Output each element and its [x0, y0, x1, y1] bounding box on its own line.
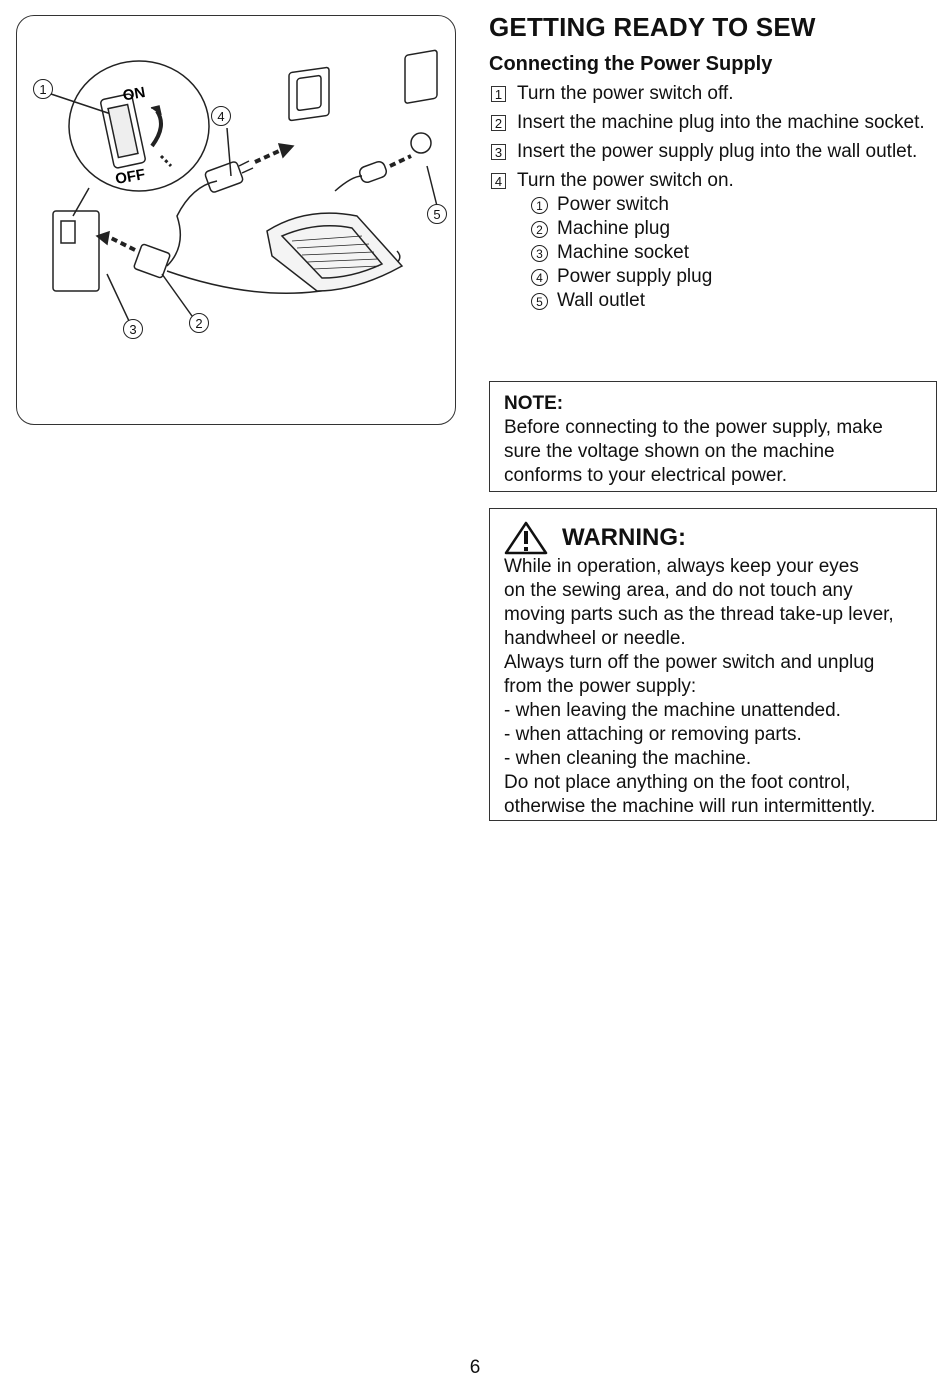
figure-label-5: 5 [427, 204, 447, 224]
legend-item [531, 265, 939, 289]
step-text: Turn the power switch off. [517, 83, 734, 104]
legend-item [531, 241, 939, 265]
warning-header [504, 521, 922, 555]
legend-number: 3 [531, 245, 548, 262]
power-connection-illustration [17, 16, 457, 426]
step-item [489, 169, 939, 193]
leader-line-5 [427, 166, 437, 206]
machine-side-panel [53, 211, 99, 291]
legend-item [531, 193, 939, 217]
parts-legend [489, 193, 939, 313]
wall-outlet-us-drawing [289, 67, 329, 121]
page-title: GETTING READY TO SEW [489, 12, 816, 42]
warning-line: otherwise the machine will run intermittently. [504, 796, 876, 817]
foot-control-drawing [267, 213, 402, 291]
figure-label-1: 1 [33, 79, 53, 99]
warning-line: from the power supply: [504, 676, 697, 697]
warning-line: - when cleaning the machine. [504, 748, 752, 769]
warning-line: - when leaving the machine unattended. [504, 700, 841, 721]
machine-socket-drawing [61, 221, 75, 243]
illustration-frame [16, 15, 456, 425]
legend-text: Power switch [557, 194, 669, 215]
legend-text: Power supply plug [557, 266, 713, 287]
warning-title: WARNING: [562, 524, 686, 551]
note-title: NOTE: [504, 393, 564, 414]
eu-plug-drawing [358, 160, 388, 184]
warning-line: Do not place anything on the foot control, [504, 772, 851, 793]
step-item [489, 111, 939, 135]
legend-text: Wall outlet [557, 290, 645, 311]
leader-line-4 [227, 128, 231, 176]
warning-line: moving parts such as the thread take-up lever, [504, 604, 894, 625]
step-number: 4 [491, 173, 506, 189]
leader-line-3 [107, 274, 129, 321]
warning-line: on the sewing area, and do not touch any [504, 580, 853, 601]
switch-on-label: ON [121, 83, 147, 105]
warning-text [504, 555, 922, 819]
note-line: Before connecting to the power supply, make [504, 417, 883, 438]
step-item [489, 140, 939, 164]
page-number: 6 [469, 1357, 481, 1378]
figure-label-3: 3 [123, 319, 143, 339]
legend-number: 5 [531, 293, 548, 310]
legend-number: 1 [531, 197, 548, 214]
power-supply-plug-drawing [204, 161, 243, 193]
instructions-column [489, 12, 939, 313]
legend-text: Machine socket [557, 242, 690, 263]
cord-to-power-plug [167, 181, 217, 266]
legend-item [531, 289, 939, 313]
warning-line: handwheel or needle. [504, 628, 686, 649]
warning-box [489, 508, 937, 821]
legend-number: 2 [531, 221, 548, 238]
leader-line-1 [51, 94, 117, 116]
note-line: sure the voltage shown on the machine [504, 441, 835, 462]
legend-item [531, 217, 939, 241]
step-number: 2 [491, 115, 506, 131]
step-text: Insert the machine plug into the machine socket. [517, 112, 925, 133]
wall-outlet-eu-drawing [405, 50, 437, 104]
machine-plug-drawing [133, 244, 170, 279]
switch-off-label: OFF [113, 165, 147, 188]
steps-list [489, 82, 939, 193]
switch-arrow [152, 111, 161, 146]
note-box [489, 381, 937, 492]
legend-number: 4 [531, 269, 548, 286]
figure-label-4: 4 [211, 106, 231, 126]
step-text: Insert the power supply plug into the wall outlet. [517, 141, 918, 162]
step-number: 3 [491, 144, 506, 160]
insert-arrow-outlet [255, 151, 279, 162]
step-number: 1 [491, 86, 506, 102]
warning-line: - when attaching or removing parts. [504, 724, 802, 745]
warning-line: Always turn off the power switch and unplug [504, 652, 875, 673]
note-line: conforms to your electrical power. [504, 465, 788, 486]
warning-triangle-icon [504, 521, 548, 555]
section-subtitle: Connecting the Power Supply [489, 53, 773, 75]
step-item [489, 82, 939, 106]
leader-line-2 [162, 274, 192, 316]
figure-label-2: 2 [189, 313, 209, 333]
legend-text: Machine plug [557, 218, 671, 239]
step-text: Turn the power switch on. [517, 170, 734, 191]
insert-arrow-machine [111, 238, 135, 250]
warning-line: While in operation, always keep your eyes [504, 556, 859, 577]
